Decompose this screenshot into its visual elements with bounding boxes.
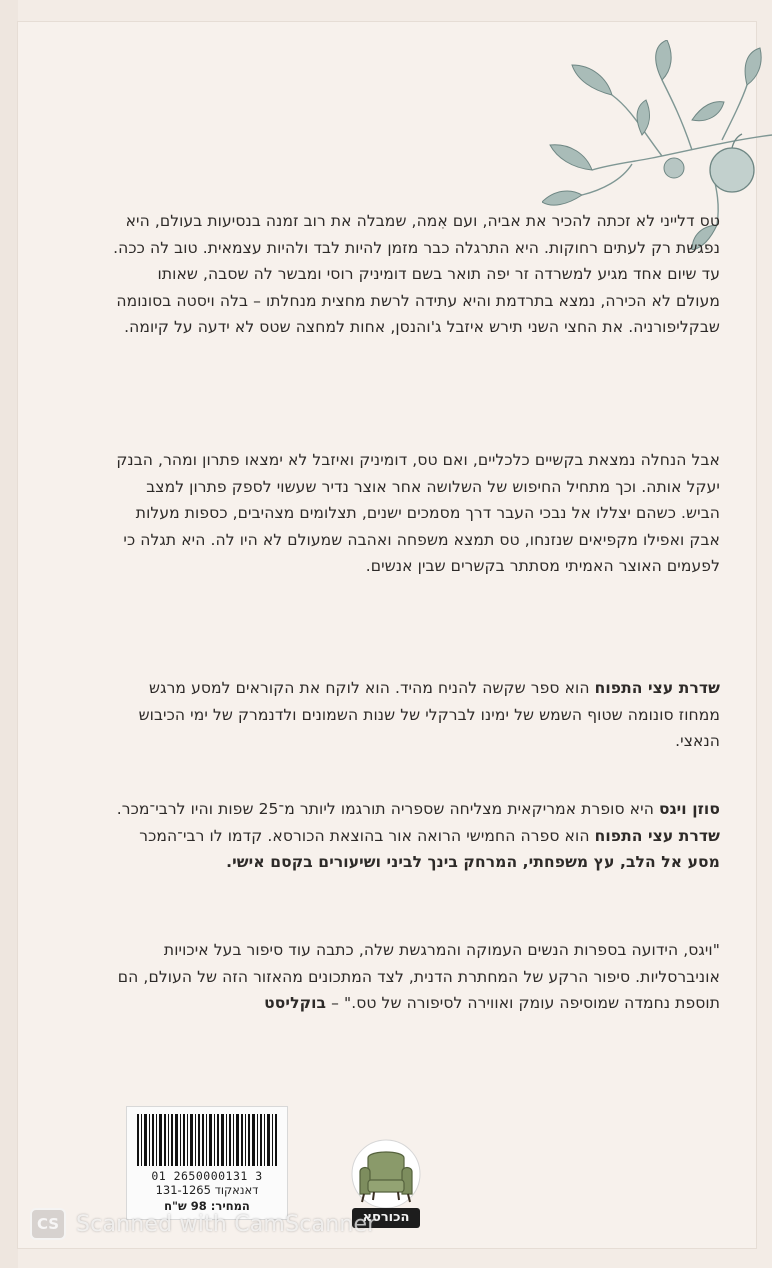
watermark-text: Scanned with CamScanner	[76, 1211, 377, 1237]
book-title-mention: שדרת עצי התפוח	[594, 826, 720, 845]
price-label: המחיר: 98 ש"ח	[164, 1199, 250, 1213]
author-name: סוזן ויגס	[658, 800, 720, 818]
synopsis-paragraph-3	[110, 675, 720, 755]
synopsis-text-1: טס דלייני לא זכתה להכיר את אביה, ועם אִמה, שמבלה את רוב זמנה בנסיעות בעולם, היא נפגשת רק לעתים רחוקות. היא התרגלה כבר מזמן להיות לבד ולהיות עצמאית. טוב לה ככה. עד שיום אחד מגיע למשרדה זר יפה תואר בשם דומיניק רוסי ומבשר לה שסבה, שאותו מעולם לא הכירה, נמצא בתרדמת והיא עתידה לרשת מחצית מנחלתו – בלה ויסטה בסונומה שבקליפורניה. את החצי השני תירש איזבל ג'והנסן, אחות למחצה שטס לא ידעה על קיומה.	[113, 212, 720, 336]
previous-books-list: מסע אל הלב, עץ משפחתי, המרחק בינך לביני ושיעורים בקסם אישי.	[226, 853, 720, 871]
review-quote-paragraph	[110, 937, 720, 1017]
barcode-icon	[137, 1114, 277, 1166]
synopsis-text-2: אבל הנחלה נמצאת בקשיים כלכליים, ואם טס, דומיניק ואיזבל לא ימצאו פתרון ומהר, הבנק יעקל אותה. וכך מתחיל החיפוש של השלושה אחר אוצר נדיר שעשוי לספק פתרון למצב הביש. כשהם יצללו אל נבכי העבר דרך מסמכים ישנים, תצלומים מצהיבים, כספות מעלות אבק ואפילו מקפיאים שנזנחו, טס תמצא משפחה ואהבה שמעולם לא היו לה. היא תגלה כי לפעמים האוצר האמיתי מסתתר בקשרים שבין אנשים.	[116, 451, 720, 575]
review-quote-text: "ויגס, הידועה בספרות הנשים העמוקה והמרגשת שלה, כתבה עוד סיפור בעל איכויות אוניברסליות. סיפור הרקע של המחתרת הדנית, לצד המתכונים מהאזור הזה של העולם, הם תוספת נחמדה שמוסיפה עומק ואווירה לסיפורה של טס." –	[117, 941, 720, 1012]
review-source: בוקליסט	[264, 994, 327, 1012]
barcode-sticker	[126, 1106, 288, 1220]
publisher-name: הכורסא	[352, 1208, 420, 1228]
camscanner-watermark	[30, 1206, 450, 1242]
barcode-number: 01 2650000131 3	[151, 1169, 263, 1183]
book-title: שדרת עצי התפוח	[594, 679, 720, 697]
author-bio-text-b: הוא ספרה החמישי הרואה אור בהוצאת הכורסא. קדמו לו רבי־המכר	[139, 826, 595, 845]
page-edge	[0, 0, 18, 1268]
author-bio-text-a: היא סופרת אמריקאית מצליחה שספריה תורגמו ליותר מ־25 שפות והיו לרבי־מכר.	[116, 800, 659, 818]
danacode: דאנאקוד 131-1265	[155, 1183, 259, 1197]
synopsis-text-3: הוא ספר שקשה להניח מהיד. הוא לוקח את הקוראים למסע מרגש ממחוז סונומה שטוף השמש של ימינו לברקלי של שנות השמונים ולדנמרק של ימי הכיבוש הנאצי.	[138, 679, 720, 750]
author-bio-paragraph	[110, 796, 720, 876]
synopsis-paragraph-1	[110, 208, 720, 341]
camscanner-icon: CS	[30, 1208, 66, 1240]
synopsis-paragraph-2	[110, 447, 720, 580]
